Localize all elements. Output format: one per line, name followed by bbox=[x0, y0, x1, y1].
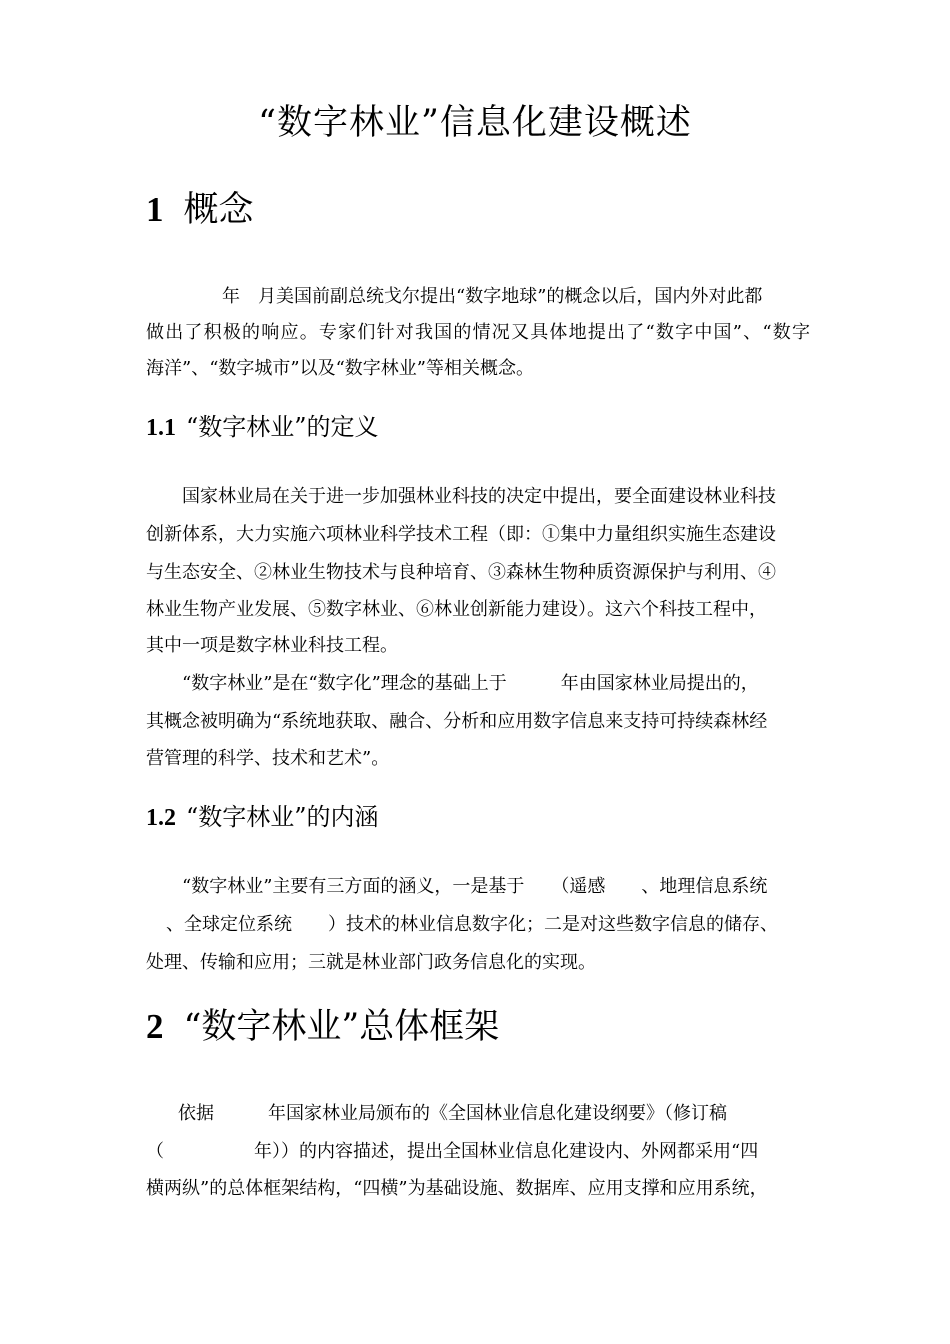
subsection-title: “数字林业”的定义 bbox=[186, 413, 379, 441]
paragraph-line: 其中一项是数字林业科技工程。 bbox=[146, 635, 398, 656]
paragraph-line: 国家林业局在关于进一步加强林业科技的决定中提出，要全面建设林业科技 bbox=[182, 486, 776, 507]
section-title: “数字林业”总体框架 bbox=[183, 1007, 500, 1047]
paragraph-line: 与生态安全、②林业生物技术与良种培育、③森林生物种质资源保护与利用、④ bbox=[146, 562, 776, 583]
paragraph-line: 海洋”、“数字城市”以及“数字林业”等相关概念。 bbox=[146, 358, 535, 379]
document-title: “数字林业”信息化建设概述 bbox=[258, 103, 692, 143]
paragraph-line: 年 月美国前副总统戈尔提出“数字地球”的概念以后，国内外对此都 bbox=[222, 286, 763, 307]
subsection-title: “数字林业”的内涵 bbox=[186, 803, 379, 831]
paragraph-line: 做出了积极的响应。专家们针对我国的情况又具体地提出了“数字中国”、“数字 bbox=[146, 322, 810, 343]
subsection-1-1-heading bbox=[146, 410, 379, 445]
section-1-heading bbox=[146, 185, 254, 235]
section-2-heading bbox=[146, 1002, 499, 1052]
paragraph-line: “数字林业”是在“数字化”理念的基础上于 年由国家林业局提出的， bbox=[182, 673, 759, 694]
paragraph-line: “数字林业”主要有三方面的涵义，一是基于 （遥感 、地理信息系统 bbox=[182, 876, 768, 897]
paragraph-line: 处理、传输和应用；三就是林业部门政务信息化的实现。 bbox=[146, 952, 596, 973]
paragraph-line: 、全球定位系统 ）技术的林业信息数字化；二是对这些数字信息的储存、 bbox=[166, 914, 778, 935]
paragraph-line: 其概念被明确为“系统地获取、融合、分析和应用数字信息来支持可持续森林经 bbox=[146, 711, 768, 732]
paragraph-line: 创新体系，大力实施六项林业科学技术工程（即：①集中力量组织实施生态建设 bbox=[146, 524, 776, 545]
subsection-number: 1.2 bbox=[146, 805, 176, 831]
paragraph-line: 依据 年国家林业局颁布的《全国林业信息化建设纲要》（修订稿 bbox=[178, 1103, 727, 1124]
paragraph-line: 横两纵”的总体框架结构，“四横”为基础设施、数据库、应用支撑和应用系统， bbox=[146, 1178, 768, 1199]
paragraph-line: 营管理的科学、技术和艺术”。 bbox=[146, 748, 390, 769]
subsection-1-2-heading bbox=[146, 800, 379, 835]
section-number: 2 bbox=[146, 1007, 164, 1046]
subsection-number: 1.1 bbox=[146, 415, 176, 441]
section-number: 1 bbox=[146, 190, 164, 229]
paragraph-line: （ 年））的内容描述，提出全国林业信息化建设内、外网都采用“四 bbox=[146, 1141, 759, 1162]
section-title: 概念 bbox=[183, 190, 254, 230]
paragraph-line: 林业生物产业发展、⑤数字林业、⑥林业创新能力建设）。这六个科技工程中， bbox=[146, 599, 767, 620]
